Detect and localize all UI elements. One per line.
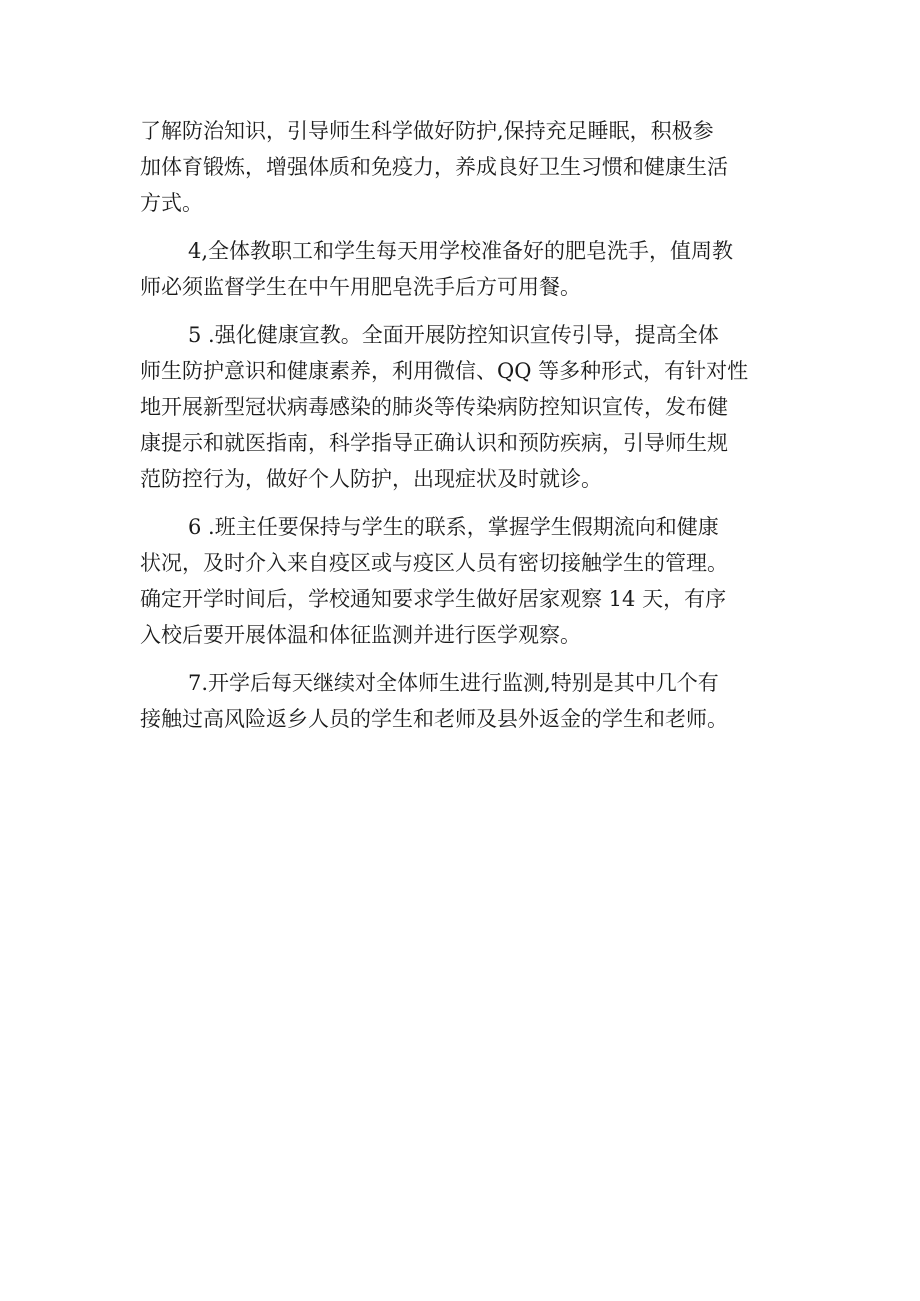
paragraph-line: 确定开学时间后，学校通知要求学生做好居家观察 14 天，有序 <box>140 587 727 611</box>
paragraph-line: 师生防护意识和健康素养，利用微信、QQ 等多种形式，有针对性 <box>140 359 749 383</box>
paragraph-line: 地开展新型冠状病毒感染的肺炎等传染病防控知识宣传，发布健 <box>140 395 728 419</box>
paragraph-line: 6 .班主任要保持与学生的联系，掌握学生假期流向和健康 <box>188 515 719 539</box>
paragraph-line: 4,全体教职工和学生每天用学校准备好的肥皂洗手，值周教 <box>188 239 734 263</box>
paragraph-line: 7.开学后每天继续对全体师生进行监测,特别是其中几个有 <box>188 671 719 695</box>
paragraph-item-6 <box>140 509 800 653</box>
paragraph-line: 状况，及时介入来自疫区或与疫区人员有密切接触学生的管理。 <box>140 551 728 575</box>
paragraph-line: 师必须监督学生在中午用肥皂洗手后方可用餐。 <box>140 275 581 299</box>
paragraph-line: 入校后要开展体温和体征监测并进行医学观察。 <box>140 623 581 647</box>
paragraph-item-7 <box>140 665 800 737</box>
paragraph-line: 康提示和就医指南，科学指导正确认识和预防疾病，引导师生规 <box>140 431 728 455</box>
paragraph-continuation <box>140 113 800 221</box>
paragraph-item-5 <box>140 317 800 497</box>
paragraph-line: 方式。 <box>140 191 203 215</box>
paragraph-line: 5 .强化健康宣教。全面开展防控知识宣传引导，提高全体 <box>188 323 719 347</box>
document-body <box>140 113 800 737</box>
paragraph-line: 了解防治知识，引导师生科学做好防护,保持充足睡眠，积极参 <box>140 119 714 143</box>
paragraph-line: 加体育锻炼，增强体质和免疫力，养成良好卫生习惯和健康生活 <box>140 155 728 179</box>
paragraph-line: 接触过高风险返乡人员的学生和老师及县外返金的学生和老师。 <box>140 707 728 731</box>
paragraph-line: 范防控行为，做好个人防护，出现症状及时就诊。 <box>140 467 602 491</box>
paragraph-item-4 <box>140 233 800 305</box>
